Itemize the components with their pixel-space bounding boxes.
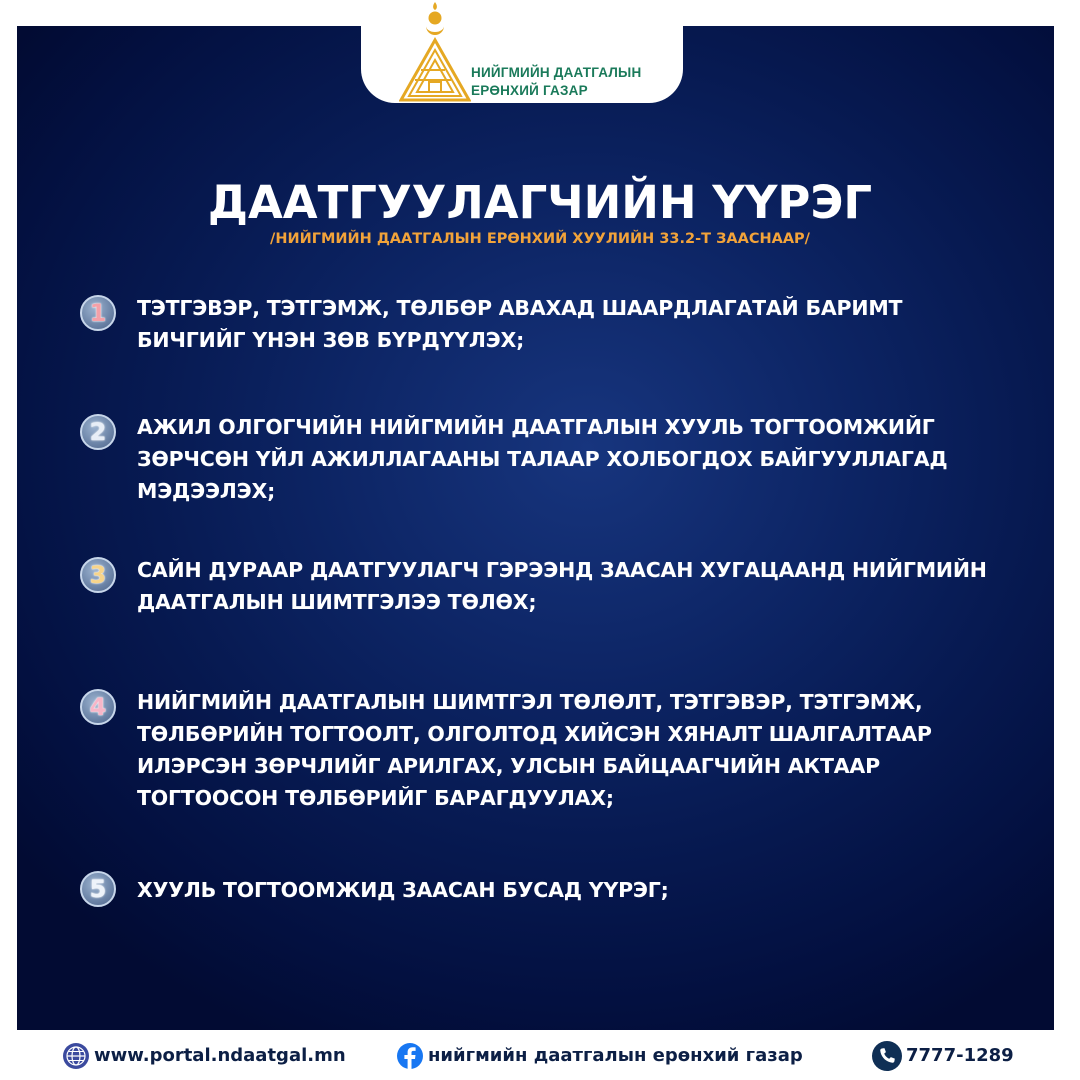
facebook-text: нийгмийн даатгалын ерөнхий газар (428, 1045, 803, 1066)
duty-line: АЖИЛ ОЛГОГЧИЙН НИЙГМИЙН ДААТГАЛЫН ХУУЛЬ ТОГТООМЖИЙГ (137, 415, 935, 439)
duty-line: ДААТГАЛЫН ШИМТГЭЛЭЭ ТӨЛӨХ; (137, 590, 537, 614)
phone-icon (872, 1041, 902, 1071)
duty-text (137, 411, 997, 507)
phone-link[interactable] (872, 1041, 1014, 1071)
duty-line: ЗӨРЧСӨН ҮЙЛ АЖИЛЛАГААНЫ ТАЛААР ХОЛБОГДОХ БАЙГУУЛЛАГАД (137, 447, 948, 471)
duty-line: МЭДЭЭЛЭХ; (137, 479, 276, 503)
logo-text (471, 64, 641, 100)
facebook-icon (396, 1042, 424, 1070)
duty-line: САЙН ДУРААР ДААТГУУЛАГЧ ГЭРЭЭНД ЗААСАН ХУГАЦААНД НИЙГМИЙН (137, 558, 987, 582)
duty-line: ТӨЛБӨРИЙН ТОГТООЛТ, ОЛГОЛТОД ХИЙСЭН ХЯНАЛТ ШАЛГАЛТААР (137, 722, 932, 746)
duty-line: БИЧГИЙГ ҮНЭН ЗӨВ БҮРДҮҮЛЭХ; (137, 328, 525, 352)
duty-text (137, 554, 997, 618)
duty-line: ТЭТГЭВЭР, ТЭТГЭМЖ, ТӨЛБӨР АВАХАД ШААРДЛАГАТАЙ БАРИМТ (137, 296, 903, 320)
number-badge-icon: 4 (80, 689, 116, 725)
logo-header (361, 0, 683, 103)
duty-text (137, 292, 997, 356)
number-badge-icon: 1 (80, 295, 116, 331)
duty-line: ХУУЛЬ ТОГТООМЖИД ЗААСАН БУСАД ҮҮРЭГ; (137, 878, 669, 902)
number-badge-icon: 5 (80, 871, 116, 907)
duty-text (137, 686, 997, 814)
ndaatgal-emblem-icon (399, 0, 471, 102)
facebook-link[interactable] (396, 1041, 803, 1071)
website-text: www.portal.ndaatgal.mn (94, 1045, 346, 1066)
logo-line-1: НИЙГМИЙН ДААТГАЛЫН (471, 65, 642, 80)
globe-icon (62, 1042, 90, 1070)
number-badge-icon: 2 (80, 414, 116, 450)
phone-text: 7777-1289 (906, 1045, 1014, 1066)
number-badge-icon: 3 (80, 557, 116, 593)
page-subtitle: /НИЙГМИЙН ДААТГАЛЫН ЕРӨНХИЙ ХУУЛИЙН 33.2-Т ЗААСНААР/ (270, 231, 810, 247)
page-title: ДААТГУУЛАГЧИЙН ҮҮРЭГ (207, 176, 873, 229)
website-link[interactable] (62, 1041, 346, 1071)
duty-line: НИЙГМИЙН ДААТГАЛЫН ШИМТГЭЛ ТӨЛӨЛТ, ТЭТГЭВЭР, ТЭТГЭМЖ, (137, 690, 923, 714)
duty-line: ТОГТООСОН ТӨЛБӨРИЙГ БАРАГДУУЛАХ; (137, 786, 614, 810)
duty-text (137, 874, 997, 906)
logo-line-2: ЕРӨНХИЙ ГАЗАР (471, 83, 588, 98)
footer-contacts (0, 1030, 1080, 1080)
duty-line: ИЛЭРСЭН ЗӨРЧЛИЙГ АРИЛГАХ, УЛСЫН БАЙЦААГЧИЙН АКТААР (137, 754, 880, 778)
